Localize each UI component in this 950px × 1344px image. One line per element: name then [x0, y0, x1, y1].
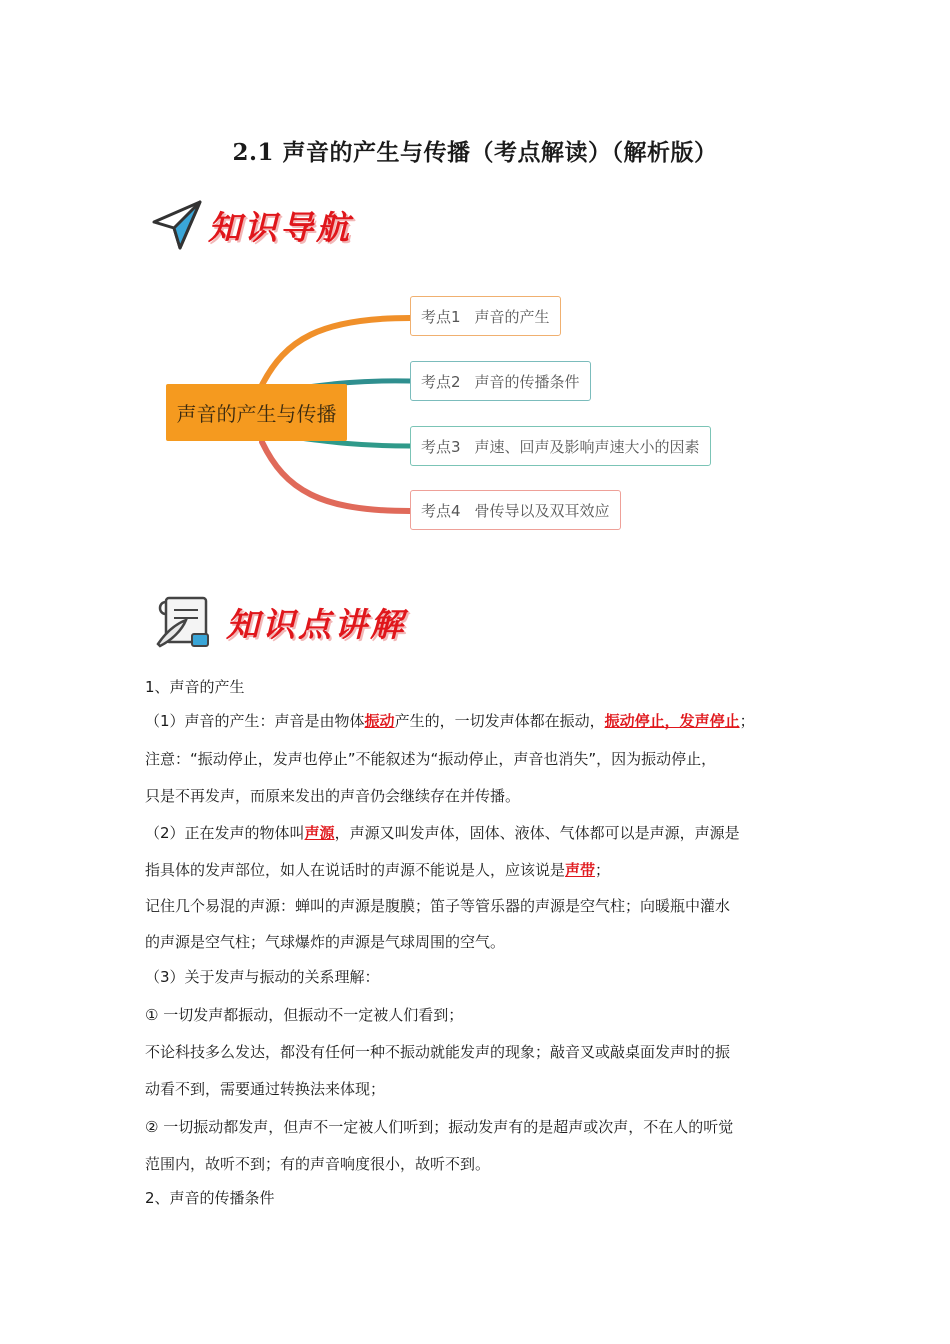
scroll-quill-icon: [152, 592, 216, 652]
mind-map-branch-4: 考点4 骨传导以及双耳效应: [410, 490, 621, 530]
mind-map-branch-1: 考点1 声音的产生: [410, 296, 561, 336]
paper-plane-icon: [150, 198, 204, 252]
paragraph-3-line-1: ① 一切发声都振动，但振动不一定被人们看到；: [145, 1006, 464, 1024]
paragraph-2-line-1: （2）正在发声的物体叫声源，声源又叫发声体，固体、液体、气体都可以是声源，声源是: [145, 824, 740, 842]
paragraph-2-line-4: 的声源是空气柱；气球爆炸的声源是气球周围的空气。: [145, 933, 506, 951]
knowledge-nav-banner: [150, 198, 352, 252]
paragraph-3-line-3: 动看不到，需要通过转换法来体现；: [145, 1080, 386, 1098]
keyword-sound-source: 声源: [304, 824, 335, 842]
paragraph-3-heading: （3）关于发声与振动的关系理解：: [145, 968, 380, 986]
paragraph-2-line-2: 指具体的发声部位，如人在说话时的声源不能说是人，应该说是声带；: [145, 861, 611, 879]
keyword-vibration: 振动: [364, 712, 395, 730]
mind-map: [0, 280, 950, 550]
paragraph-3-line-2: 不论科技多么发达，都没有任何一种不振动就能发声的现象；敲音叉或敲桌面发声时的振: [145, 1043, 731, 1061]
keyword-vocal-cords: 声带: [565, 861, 596, 879]
paragraph-1-line-3: 只是不再发声，而原来发出的声音仍会继续存在并传播。: [145, 787, 521, 805]
mind-map-branch-2: 考点2 声音的传播条件: [410, 361, 591, 401]
mind-map-root: 声音的产生与传播: [166, 384, 347, 441]
paragraph-3-line-4: ② 一切振动都发声，但声不一定被人们听到；振动发声有的是超声或次声，不在人的听觉: [145, 1118, 734, 1136]
knowledge-points-banner: [152, 592, 406, 652]
knowledge-nav-title: 知识导航: [208, 207, 352, 247]
paragraph-2-line-3: 记住几个易混的声源：蝉叫的声源是腹膜；笛子等管乐器的声源是空气柱；向暖瓶中灌水: [145, 897, 731, 915]
section-heading-1: 1、声音的产生: [145, 678, 245, 696]
section-heading-2: 2、声音的传播条件: [145, 1189, 275, 1207]
branch-line-4: [262, 442, 410, 511]
knowledge-points-title: 知识点讲解: [226, 604, 406, 644]
mind-map-branch-3: 考点3 声速、回声及影响声速大小的因素: [410, 426, 711, 466]
page-title: 2.1 声音的产生与传播（考点解读）（解析版）: [232, 139, 718, 166]
branch-line-1: [262, 318, 410, 385]
paragraph-1-line-1: （1）声音的产生：声音是由物体振动产生的，一切发声体都在振动，振动停止，发声停止；: [145, 712, 755, 730]
paragraph-1-line-2: 注意：“振动停止，发声也停止”不能叙述为“振动停止，声音也消失”，因为振动停止，: [145, 750, 717, 768]
keyword-vibration-stop: 振动停止，发声停止: [604, 712, 740, 730]
paragraph-3-line-5: 范围内，故听不到；有的声音响度很小，故听不到。: [145, 1155, 491, 1173]
